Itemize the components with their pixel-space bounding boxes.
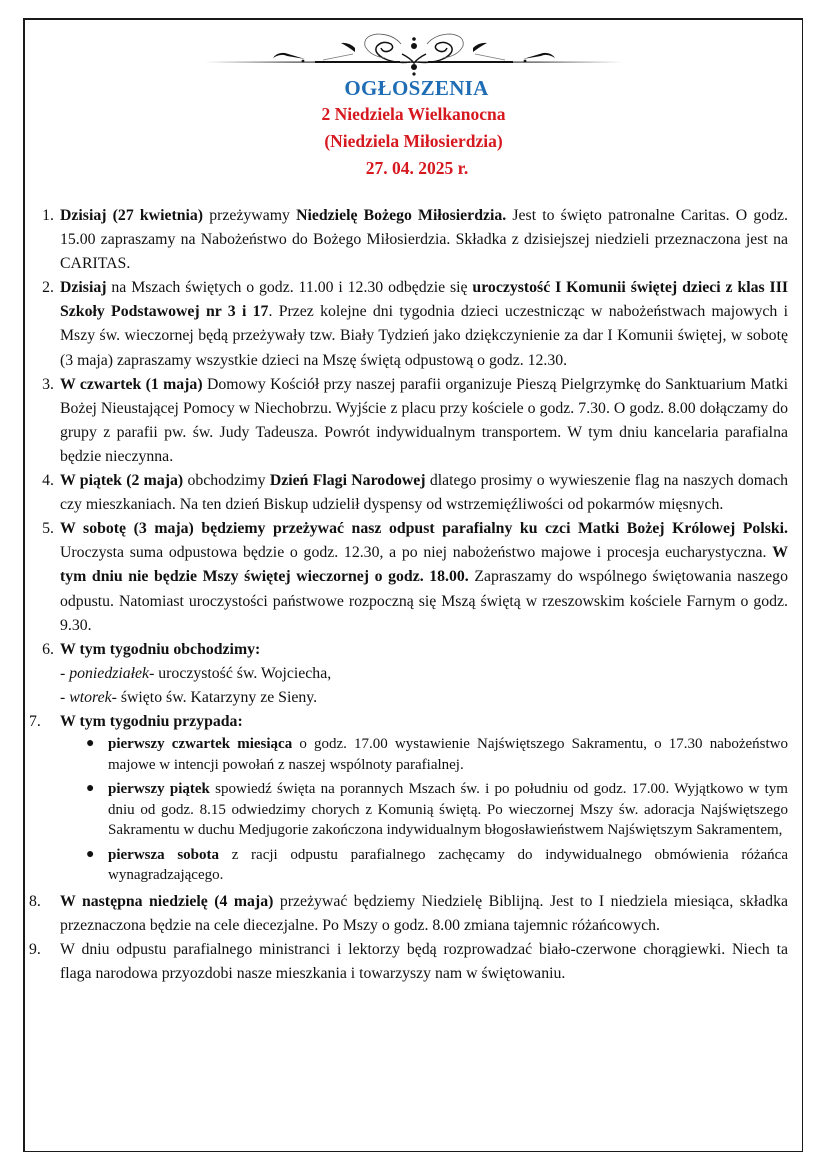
item-number: 8. bbox=[29, 892, 41, 910]
item-number: 7. bbox=[29, 712, 41, 730]
announcement-item-7 bbox=[30, 710, 788, 886]
announcement-item-6 bbox=[30, 638, 788, 710]
item-number: 6. bbox=[42, 640, 54, 658]
bullet-item-first-friday bbox=[86, 779, 788, 841]
weekday-line-monday bbox=[60, 662, 788, 686]
weekday-line-tuesday bbox=[60, 686, 788, 710]
item-text: Zapraszamy do wspólnego świętowania naszego odpustu. Natomiast uroczystości państwowe rozpoczną się Mszą świętą w rzeszowskim kościele Farnym o godz. 9.30. bbox=[60, 568, 788, 634]
bullet-title: pierwsza sobota bbox=[108, 846, 220, 863]
item-number: 2. bbox=[42, 279, 54, 297]
item-heading: W tym tygodniu obchodzimy: bbox=[60, 640, 261, 658]
weekday-feast: - uroczystość św. Wojciecha, bbox=[149, 664, 332, 682]
item-text: przeżywać będziemy Niedzielę Biblijną. Jest to I niedziela miesiąca, składka przeznaczona będzie na cele diecezjalne. Po Mszy o godz. 8.00 zmiana tajemnic różańcowych. bbox=[60, 892, 788, 934]
item-number: 1. bbox=[42, 207, 54, 224]
item-text-bold: Niedzielę Bożego Miłosierdzia. bbox=[296, 207, 507, 224]
item-text: na Mszach świętych o godz. 11.00 i 12.30 odbędzie się bbox=[106, 279, 473, 297]
announcements-list bbox=[30, 204, 788, 986]
item-text: Jest to święto patronalne Caritas. O godz. 15.00 zapraszamy na Nabożeństwo do Bożego Miłosierdzia. Składka z dzisiejszej niedzieli przeznaczona jest na CARITAS. bbox=[60, 207, 788, 273]
item-number: 3. bbox=[42, 375, 54, 393]
item-text: dlatego prosimy o wywieszenie flag na naszych domach czy mieszkaniach. Na ten dzień Biskup udzielił dyspensy od wstrzemięźliwości od pokarmów mięsnych. bbox=[60, 472, 789, 514]
item-heading: W tym tygodniu przypada: bbox=[60, 712, 243, 730]
item-number: 9. bbox=[29, 940, 41, 958]
flourish-divider-icon bbox=[205, 26, 623, 76]
item-text-bold: W następna niedzielę (4 maja) bbox=[60, 892, 274, 910]
bullet-text: z racji odpustu parafialnego zachęcamy do indywidualnego obmówienia różańca wynagradzającego. bbox=[108, 846, 788, 884]
weekday-name: wtorek bbox=[69, 688, 112, 706]
item-text: Uroczysta suma odpustowa będzie o godz. 12.30, a po niej nabożeństwo majowe i procesja eucharystyczna. bbox=[60, 544, 773, 562]
announcement-item-9 bbox=[30, 938, 788, 986]
bullet-text: spowiedź święta na porannych Mszach św. i po południu od godz. 17.00. Wyjątkowo w tym dniu od godz. 8.15 odwiedzimy chorych z Komunią świętą. Po wieczornej Mszy św. adoracja Najświętszego Sakramentu w duchu Medjugorie zakończona indywidualnym błogosławieństwem Najświętszym Sakramentem, bbox=[108, 781, 788, 839]
item-text: przeżywamy bbox=[203, 207, 297, 224]
weekday-feast: - święto św. Katarzyny ze Sieny. bbox=[111, 688, 318, 706]
item-text-bold: Dzisiaj bbox=[60, 279, 107, 297]
weekday-name: poniedziałek bbox=[69, 664, 150, 682]
item-text-bold: Dzisiaj (27 kwietnia) bbox=[60, 207, 204, 224]
item-text-bold: W tym dniu nie będzie Mszy świętej wieczornej o godz. 18.00. bbox=[60, 544, 788, 586]
dash: - bbox=[60, 688, 70, 706]
item-text-bold: W piątek (2 maja) bbox=[60, 472, 184, 490]
item-text: Domowy Kościół przy naszej parafii organizuje Pieszą Pielgrzymkę do Sanktuarium Matki Bożej Nieustającej Pomocy w Niechobrzu. Wyjście z placu przy kościele o godz. 7.30. O godz. 8.00 dołączamy do grupy z parafii pw. św. Judy Tadeusza. Powrót indywidualnym transportem. W tym dniu kancelaria parafialna będzie nieczynna. bbox=[60, 375, 788, 465]
bullet-item-first-saturday bbox=[86, 845, 788, 886]
announcement-item-8 bbox=[30, 890, 788, 938]
announcement-item-1 bbox=[30, 204, 788, 276]
bullet-text: o godz. 17.00 wystawienie Najświętszego Sakramentu, o 17.30 nabożeństwo majowe w intencji powołań z naszej wspólnoty parafialnej. bbox=[108, 736, 788, 773]
item-text-bold: W czwartek (1 maja) bbox=[60, 375, 203, 393]
page-title: OGŁOSZENIA bbox=[344, 76, 489, 100]
bullet-dot-icon: ● bbox=[86, 781, 95, 797]
item-text-bold: Dzień Flagi Narodowej bbox=[269, 472, 426, 490]
bullet-item-first-thursday bbox=[86, 734, 788, 775]
announcement-item-4 bbox=[30, 469, 788, 517]
item-number: 5. bbox=[42, 520, 54, 538]
item-text-bold: uroczystość I Komunii świętej dzieci z klas III Szkoły Podstawowej nr 3 i 17 bbox=[60, 279, 788, 321]
item-text: W dniu odpustu parafialnego ministranci i lektorzy będą rozprowadzać biało-czerwone chorągiewki. Niech ta flaga narodowa przyozdobi nasze mieszkania i towarzyszy nam w świętowaniu. bbox=[60, 940, 788, 982]
bullet-title: pierwszy czwartek miesiąca bbox=[108, 736, 293, 753]
bullet-title: pierwszy piątek bbox=[108, 781, 210, 798]
announcement-item-3 bbox=[30, 373, 788, 469]
item-number: 4. bbox=[42, 472, 54, 490]
bullet-dot-icon: ● bbox=[86, 846, 95, 862]
subtitle-mercy-sunday: (Niedziela Miłosierdzia) bbox=[324, 131, 503, 151]
subtitle-sunday: 2 Niedziela Wielkanocna bbox=[321, 104, 506, 124]
announcement-date: 27. 04. 2025 r. bbox=[365, 158, 469, 178]
dash: - bbox=[60, 664, 70, 682]
announcement-item-5 bbox=[30, 517, 788, 637]
announcement-item-2 bbox=[30, 276, 788, 372]
bullet-dot-icon: ● bbox=[86, 736, 95, 752]
item-text-bold: W sobotę (3 maja) będziemy przeżywać nasz odpust parafialny ku czci Matki Bożej Królowej Polski. bbox=[60, 520, 788, 538]
item-text: . Przez kolejne dni tygodnia dzieci uczestnicząc w nabożeństwach majowych i Mszy św. wieczornej będą przeżywały tzw. Biały Tydzień jako dziękczynienie za dar I Komunii świętej, w sobotę (3 maja) zapraszamy wszystkie dzieci na Mszę świętą odpustową o godz. 12.30. bbox=[60, 303, 788, 369]
item-text: obchodzimy bbox=[183, 472, 270, 490]
bullet-list bbox=[60, 734, 788, 886]
